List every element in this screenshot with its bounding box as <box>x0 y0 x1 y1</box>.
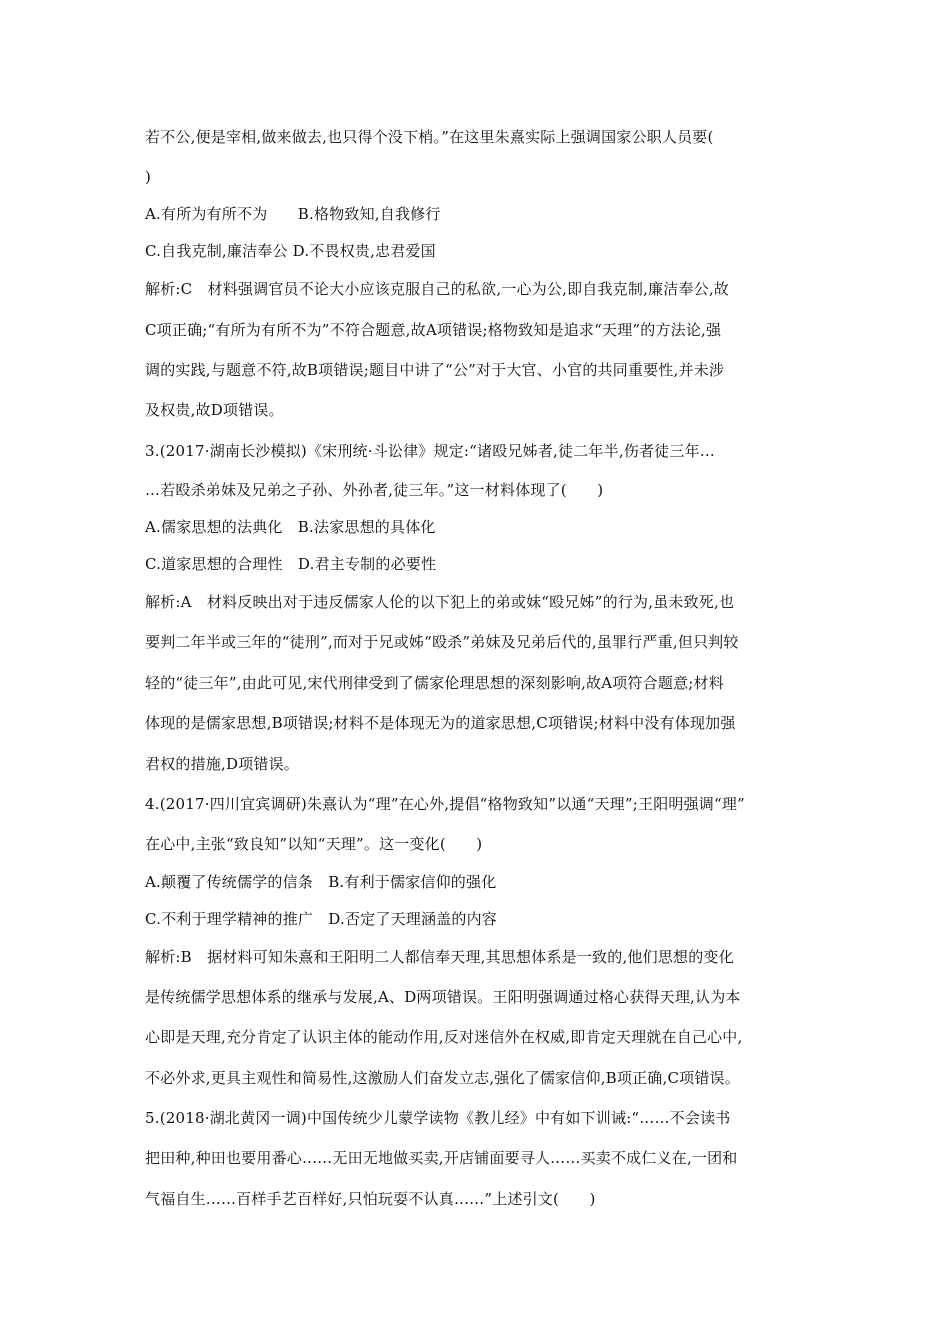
question-line: 在心中,主张“致良知”以知“天理”。这一变化( ) <box>145 835 483 853</box>
analysis-line: 解析:C 材料强调官员不论大小应该克服自己的私欲,一心为公,即自我克制,廉洁奉公,故 <box>145 280 730 298</box>
analysis-line: C项正确;“有所为有所不为”不符合题意,故A项错误;格物致知是追求“天理”的方法论,强 <box>145 321 722 339</box>
analysis-line: 是传统儒学思想体系的继承与发展,A、D两项错误。王阳明强调通过格心获得天理,认为本 <box>145 988 741 1006</box>
question-line: …若殴杀弟妹及兄弟之子孙、外孙者,徒三年。”这一材料体现了( ) <box>145 481 604 499</box>
text-line: ) <box>145 168 152 186</box>
option-line: A.颠覆了传统儒学的信条 B.有利于儒家信仰的强化 <box>145 873 497 891</box>
analysis-line: 轻的“徒三年”,由此可见,宋代刑律受到了儒家伦理思想的深刻影响,故A项符合题意;材料 <box>145 674 724 692</box>
option-line: C.自我克制,廉洁奉公 D.不畏权贵,忠君爱国 <box>145 242 436 260</box>
question-line: 气福自生……百样手艺百样好,只怕玩耍不认真……”上述引文( ) <box>145 1190 596 1208</box>
analysis-line: 解析:B 据材料可知朱熹和王阳明二人都信奉天理,其思想体系是一致的,他们思想的变化 <box>145 948 734 966</box>
question-line: 3.(2017·湖南长沙模拟)《宋刑统·斗讼律》规定:“诸殴兄姊者,徒二年半,伤者徒三年… <box>145 442 715 460</box>
analysis-line: 体现的是儒家思想,B项错误;材料不是体现无为的道家思想,C项错误;材料中没有体现加强 <box>145 714 736 732</box>
analysis-line: 不必外求,更具主观性和简易性,这激励人们奋发立志,强化了儒家信仰,B项正确,C项错误。 <box>145 1069 740 1087</box>
analysis-line: 心即是天理,充分肯定了认识主体的能动作用,反对迷信外在权威,即肯定天理就在自己心中, <box>145 1028 743 1046</box>
option-line: C.道家思想的合理性 D.君主专制的必要性 <box>145 555 437 573</box>
analysis-line: 要判二年半或三年的“徒刑”,而对于兄或姊“殴杀”弟妹及兄弟后代的,虽罪行严重,但只判较 <box>145 633 739 651</box>
option-line: A.有所为有所不为 B.格物致知,自我修行 <box>145 205 441 223</box>
analysis-line: 解析:A 材料反映出对于违反儒家人伦的以下犯上的弟或妹“殴兄姊”的行为,虽未致死,也 <box>145 593 735 611</box>
option-line: C.不利于理学精神的推广 D.否定了天理涵盖的内容 <box>145 910 497 928</box>
analysis-line: 君权的措施,D项错误。 <box>145 755 299 773</box>
option-line: A.儒家思想的法典化 B.法家思想的具体化 <box>145 518 436 536</box>
analysis-line: 及权贵,故D项错误。 <box>145 401 284 419</box>
text-line: 若不公,便是宰相,做来做去,也只得个没下梢。”在这里朱熹实际上强调国家公职人员要( <box>145 128 714 146</box>
question-line: 4.(2017·四川宜宾调研)朱熹认为“理”在心外,提倡“格物致知”以通“天理”;王阳明强调“理” <box>145 795 745 813</box>
question-line: 5.(2018·湖北黄冈一调)中国传统少儿蒙学读物《教儿经》中有如下训诫:“……不会读书 <box>145 1109 731 1127</box>
analysis-line: 调的实践,与题意不符,故B项错误;题目中讲了“公”对于大官、小官的共同重要性,并未涉 <box>145 361 725 379</box>
question-line: 把田种,种田也要用番心……无田无地做买卖,开店铺面要寻人……买卖不成仁义在,一团和 <box>145 1149 738 1167</box>
